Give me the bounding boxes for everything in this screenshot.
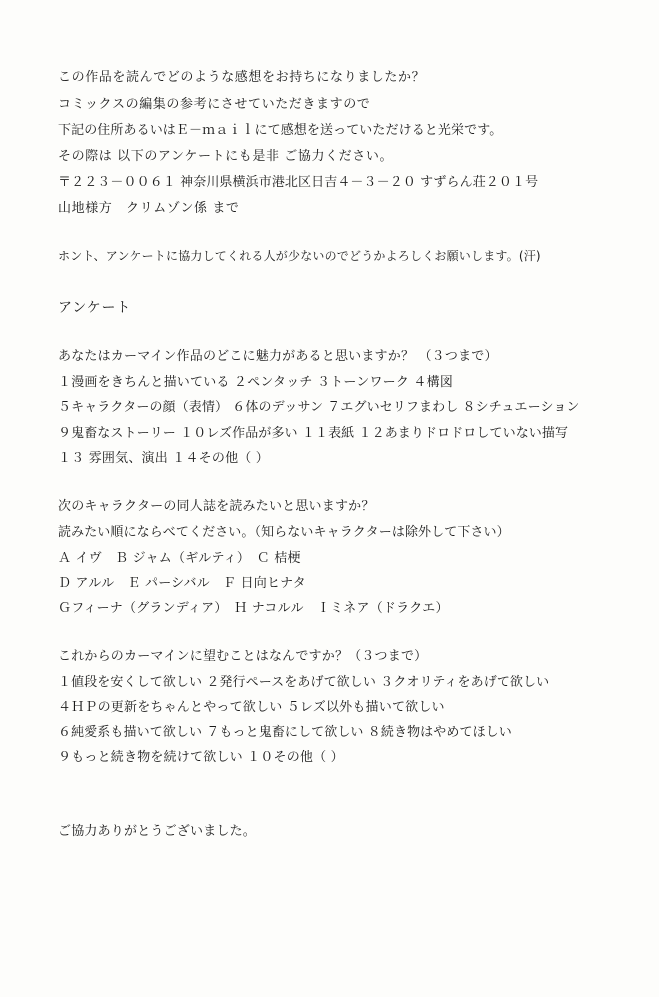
q2-option-row-1: Ａ イヴ Ｂ ジャム（ギルティ） Ｃ 桔梗 <box>58 551 301 566</box>
closing-thanks: ご協力ありがとうございました。 <box>58 824 257 839</box>
intro-address-line: 〒２２３－００６１ 神奈川県横浜市港北区日吉４－３－２０ すずらん荘２０１号 <box>58 175 539 190</box>
survey-title: アンケート <box>58 300 132 316</box>
question-3: これからのカーマインに望むことはなんですか？（３つまで） <box>58 649 428 664</box>
q3-option-row-3: ６純愛系も描いて欲しい ７もっと鬼畜にして欲しい ８続き物はやめてほしい <box>58 725 512 740</box>
q1-option-row-2: ５キャラクターの顔（表情） ６体のデッサン ７エグいセリフまわし ８シチュエーション <box>58 400 580 415</box>
question-2: 次のキャラクターの同人誌を読みたいと思いますか？ <box>58 499 375 514</box>
q2-option-row-3: Ｇフィーナ（グランディア） Ｈ ナコルル Ｉミネア（ドラクエ） <box>58 601 449 616</box>
intro-line-4: その際は 以下のアンケートにも是非 ご協力ください。 <box>58 149 394 164</box>
q1-option-row-1: １漫画をきちんと描いている ２ペンタッチ ３トーンワーク ４構図 <box>58 375 454 390</box>
q3-option-row-4: ９もっと続き物を続けて欲しい １０その他（ ） <box>58 750 344 765</box>
q2-option-row-2: Ｄ アルル Ｅ パーシバル Ｆ 日向ヒナタ <box>58 576 306 591</box>
intro-recipient-line: 山地様方 クリムゾン係 まで <box>58 201 240 216</box>
q3-option-row-1: １値段を安くして欲しい ２発行ペースをあげて欲しい ３クオリティをあげて欲しい <box>58 675 550 690</box>
intro-line-2: コミックスの編集の参考にさせていただきますので <box>58 97 371 112</box>
intro-line-3: 下記の住所あるいはＥ－ｍａｉｌにて感想を送っていただけると光栄です。 <box>58 123 503 138</box>
question-1: あなたはカーマイン作品のどこに魅力があると思いますか？ （３つまで） <box>58 349 498 364</box>
q1-option-row-3: ９鬼畜なストーリー １０レズ作品が多い １１表紙 １２あまりドロドロしていない描写 <box>58 426 569 441</box>
q1-option-row-4: １３ 雰囲気、演出 １４その他（ ） <box>58 451 269 466</box>
question-2-instruction: 読みたい順にならべてください。（知らないキャラクターは除外して下さい） <box>58 525 510 540</box>
q3-option-row-2: ４ＨＰの更新をちゃんとやって欲しい ５レズ以外も描いて欲しい <box>58 700 445 715</box>
intro-line-1: この作品を読んでどのような感想をお持ちになりましたか？ <box>58 70 426 85</box>
request-note: ホント、アンケートに協力してくれる人が少ないのでどうかよろしくお願いします。(汗) <box>58 249 541 263</box>
